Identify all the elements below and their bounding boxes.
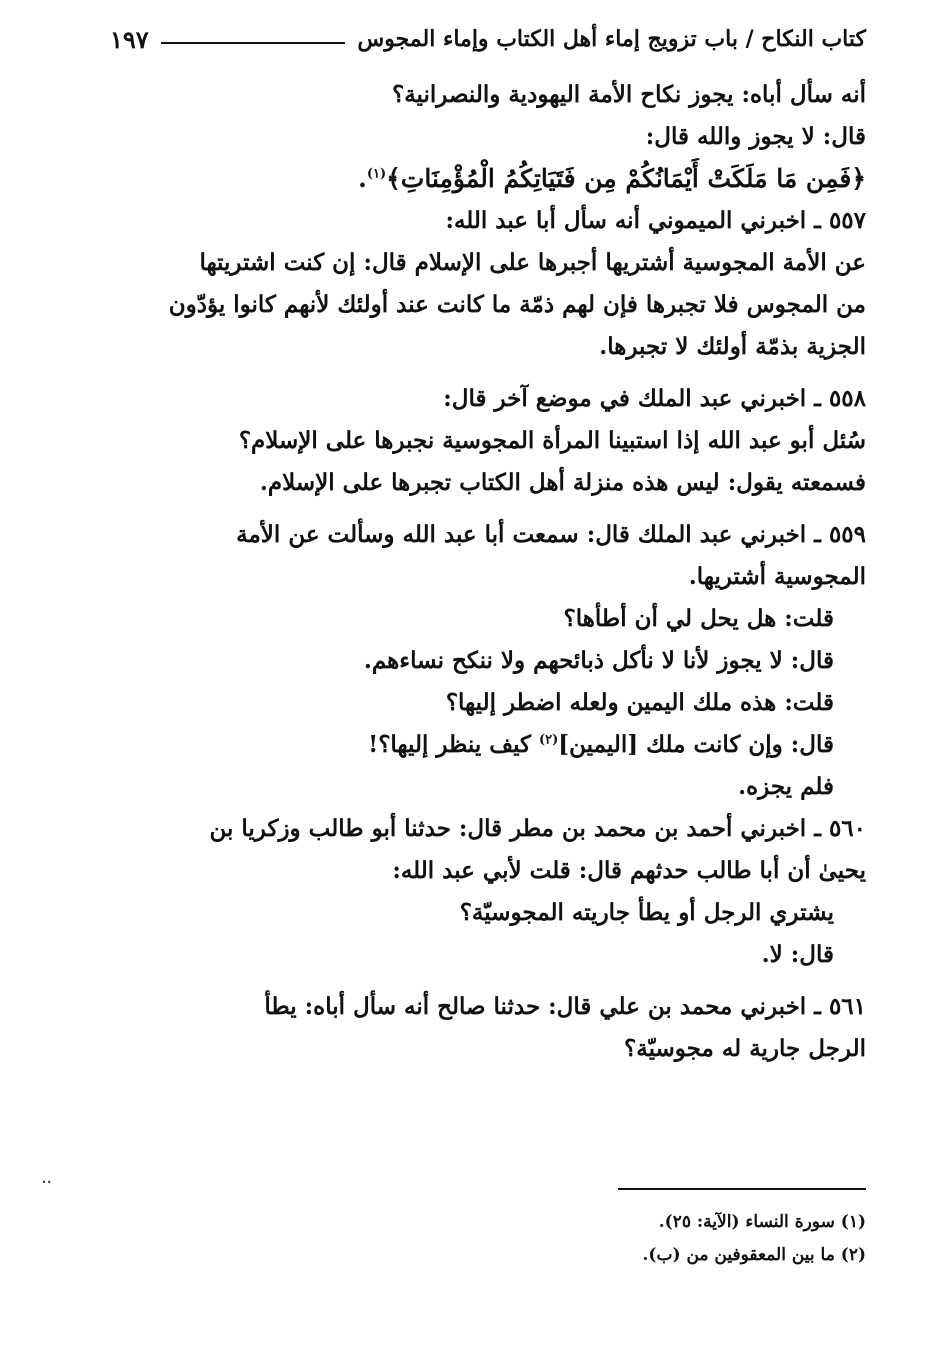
dialogue-text: كيف ينظر إليها؟! [368, 731, 539, 758]
dialogue-line [78, 724, 866, 766]
margin-mark: .. [42, 1172, 53, 1186]
running-head-rule [161, 42, 346, 44]
text-line: الجزية بذمّة أولئك لا تجبرها. [599, 333, 866, 360]
running-head-title: كتاب النكاح / باب تزويج إماء أهل الكتاب وإماء المجوس [357, 26, 866, 52]
dialogue-line: قلت: هل يحل لي أن أطأها؟ [563, 605, 834, 632]
narration-heading: ٥٥٨ ـ اخبرني عبد الملك في موضع آخر قال: [443, 385, 866, 412]
narration-heading: ٥٦٠ ـ اخبرني أحمد بن محمد بن مطر قال: حدثنا أبو طالب وزكريا بن [209, 815, 866, 842]
footnote-ref: (١) [366, 166, 387, 182]
text-line: عن الأمة المجوسية أشتريها أجبرها على الإسلام قال: إن كنت اشتريتها [199, 249, 866, 276]
narration-heading: ٥٥٩ ـ اخبرني عبد الملك قال: سمعت أبا عبد الله وسألت عن الأمة [236, 521, 866, 548]
dialogue-line: قال: لا. [761, 941, 834, 968]
quran-verse [78, 158, 866, 200]
text-line: الرجل جارية له مجوسيّة؟ [624, 1035, 866, 1062]
punctuation: . [358, 164, 367, 193]
text-line: من المجوس فلا تجبرها فإن لهم ذمّة ما كانت عند أولئك لأنهم كانوا يؤدّون [168, 291, 866, 318]
footnote-2: (٢) ما بين المعقوفين من (ب). [642, 1245, 866, 1265]
footnote-rule [618, 1188, 866, 1190]
text-line: المجوسية أشتريها. [688, 563, 866, 590]
quran-verse-text: ﴿فَمِن مَا مَلَكَتْ أَيْمَانُكُمْ مِن فَتَيَاتِكُمُ الْمُؤْمِنَاتِ﴾ [386, 164, 866, 193]
text-line: يحيىٰ أن أبا طالب حدثهم قال: قلت لأبي عبد الله: [392, 857, 866, 884]
page-number: ١٩٧ [110, 24, 149, 54]
narration-heading: ٥٦١ ـ اخبرني محمد بن علي قال: حدثنا صالح أنه سأل أباه: يطأ [264, 993, 866, 1020]
text-line: فسمعته يقول: ليس هذه منزلة أهل الكتاب تجبرها على الإسلام. [259, 469, 866, 496]
text-line: قال: لا يجوز والله قال: [645, 123, 866, 150]
running-head [110, 22, 866, 56]
text-line: سُئل أبو عبد الله إذا استبينا المرأة المجوسية نجبرها على الإسلام؟ [238, 427, 866, 454]
dialogue-line: فلم يجزه. [738, 773, 834, 800]
footnotes [400, 1206, 866, 1272]
narration-heading: ٥٥٧ ـ اخبرني الميموني أنه سأل أبا عبد الله: [445, 207, 866, 234]
text-line: أنه سأل أباه: يجوز نكاح الأمة اليهودية والنصرانية؟ [391, 81, 866, 108]
footnote-1: (١) سورة النساء (الآية: ٢٥). [658, 1212, 866, 1232]
page-body [78, 74, 866, 1070]
dialogue-text: قال: وإن كانت ملك [اليمين] [558, 731, 834, 758]
dialogue-line: يشتري الرجل أو يطأ جاريته المجوسيّة؟ [459, 899, 834, 926]
dialogue-line: قال: لا يجوز لأنا لا نأكل ذبائحهم ولا ننكح نساءهم. [363, 647, 834, 674]
footnote-ref: (٢) [538, 732, 559, 748]
dialogue-line: قلت: هذه ملك اليمين ولعله اضطر إليها؟ [445, 689, 834, 716]
